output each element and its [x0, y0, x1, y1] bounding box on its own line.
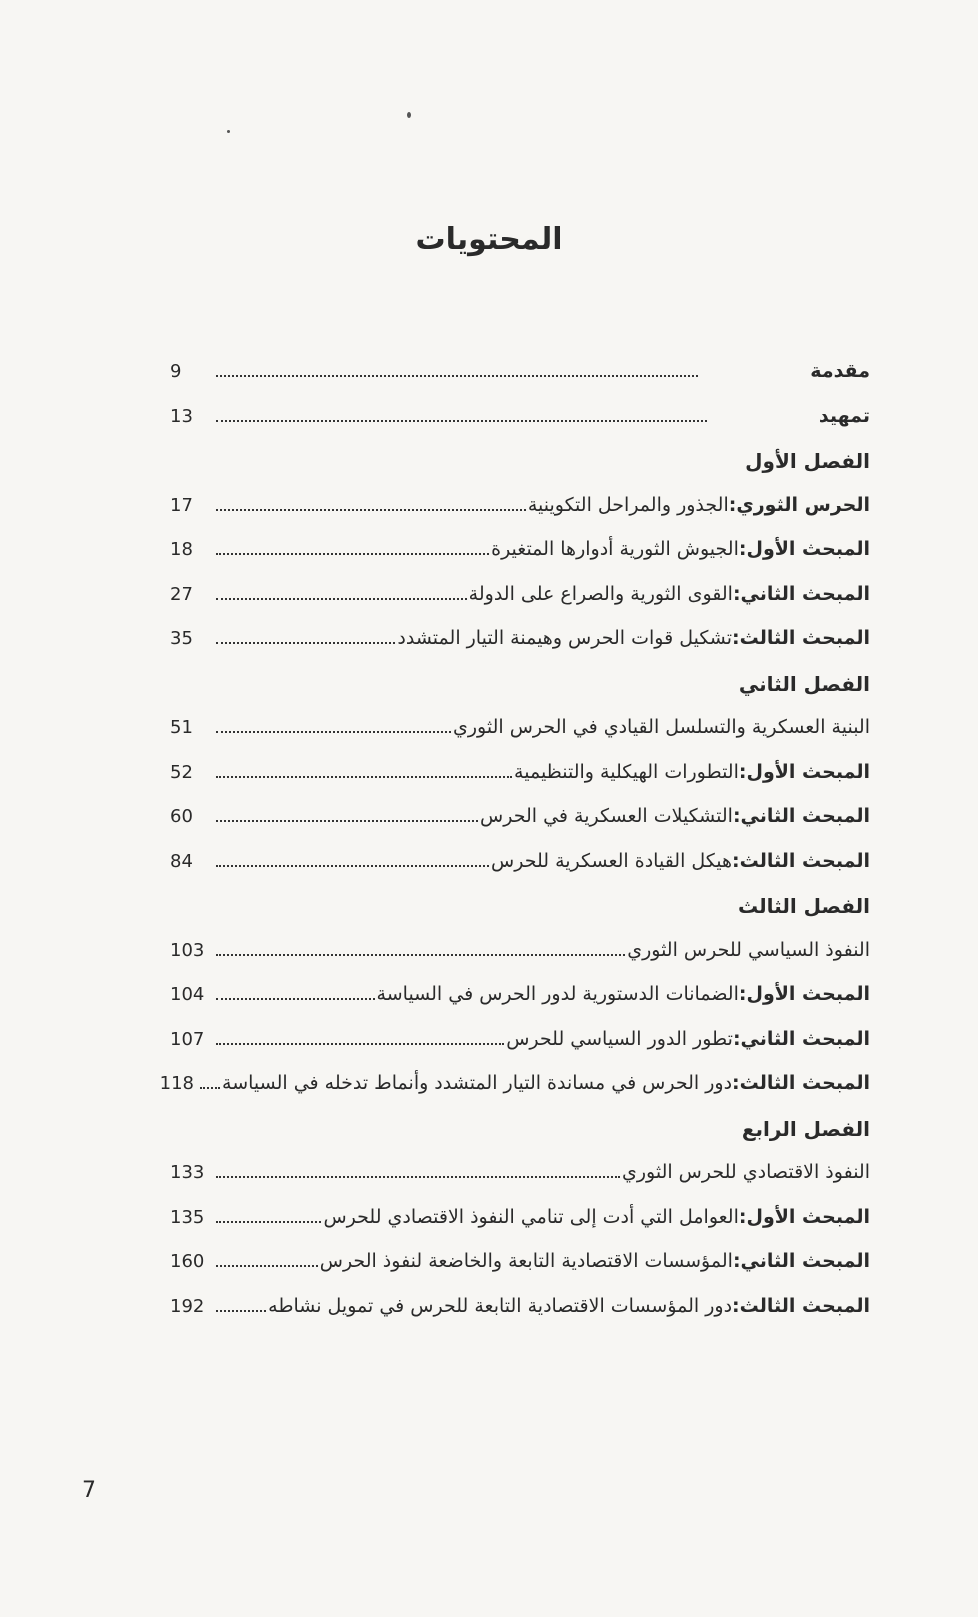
toc-entry-title: التشكيلات العسكرية في الحرس	[480, 805, 733, 827]
toc-entry-label: المبحث الأول:	[738, 983, 870, 1005]
chapter-heading	[170, 894, 870, 939]
chapter-heading-label: الفصل الثالث	[737, 894, 870, 918]
toc-entry	[170, 805, 870, 850]
toc-entry	[170, 1250, 870, 1295]
dot-leader	[216, 1221, 321, 1223]
toc-entry-label: الحرس الثوري:	[728, 493, 870, 516]
toc-entry-page: 192	[170, 1295, 205, 1317]
toc-entry-title: العوامل التي أدت إلى تنامي النفوذ الاقتصادي للحرس	[323, 1205, 739, 1228]
toc-entry-label: المبحث الثالث:	[732, 627, 870, 649]
toc-entry-title: تشكيل قوات الحرس وهيمنة التيار المتشدد	[397, 627, 733, 649]
toc-entry	[170, 761, 870, 806]
toc-entry-page: 27	[170, 583, 193, 605]
toc-entry	[159, 1072, 870, 1117]
toc-entry	[170, 1206, 870, 1251]
toc-entry-page: 52	[170, 761, 193, 783]
toc-entry-page: 51	[170, 717, 193, 738]
toc-entry-label: مقدمة	[810, 360, 870, 382]
ink-speck	[407, 112, 411, 118]
dot-leader	[216, 1176, 620, 1178]
dot-leader	[216, 1310, 266, 1312]
chapter-heading-label: الفصل الأول	[745, 449, 870, 473]
dot-leader	[216, 1265, 318, 1267]
toc-entry	[170, 939, 870, 984]
toc-entry	[170, 850, 870, 895]
toc-entry-page: 103	[170, 939, 205, 961]
toc-entry-page: 35	[170, 628, 193, 649]
dot-leader	[216, 420, 707, 422]
dot-leader	[216, 731, 451, 733]
chapter-heading	[170, 449, 870, 494]
toc-entry	[170, 1295, 870, 1340]
toc-entry-title: القوى الثورية والصراع على الدولة	[468, 582, 733, 605]
toc-entry-title: النفوذ الاقتصادي للحرس الثوري	[621, 1161, 870, 1183]
toc-entry-title: الضمانات الدستورية لدور الحرس في السياسة	[376, 983, 739, 1005]
dot-leader	[216, 998, 375, 1000]
toc-entry-page: 13	[170, 405, 193, 427]
toc-entry-label: المبحث الثالث:	[732, 849, 870, 872]
page-number: 7	[82, 1478, 96, 1503]
toc-entry-label: المبحث الثاني:	[732, 582, 870, 605]
dot-leader	[216, 509, 526, 511]
toc-entry-title: النفوذ السياسي للحرس الثوري	[627, 938, 870, 961]
dot-leader	[216, 820, 478, 822]
dot-leader	[216, 375, 698, 377]
toc-entry-label: تمهيد	[818, 404, 870, 427]
toc-entry	[170, 1028, 870, 1073]
toc-entry-label: المبحث الأول:	[738, 538, 870, 560]
toc-entry-title: دور الحرس في مساندة التيار المتشدد وأنماط تدخله في السياسة	[222, 1072, 733, 1094]
toc-entry-page: 60	[170, 806, 193, 827]
chapter-heading	[170, 672, 870, 717]
toc-entry	[170, 360, 870, 405]
toc-entry-page: 84	[170, 850, 193, 872]
toc-entry-title: التطورات الهيكلية والتنظيمية	[514, 760, 739, 783]
toc-entry-label: المبحث الثاني:	[732, 1027, 870, 1050]
chapter-heading-label: الفصل الثاني	[738, 671, 870, 696]
ink-speck	[227, 130, 230, 133]
toc-entry-page: 18	[170, 539, 193, 560]
chapter-heading-label: الفصل الرابع	[741, 1116, 870, 1141]
dot-leader	[216, 954, 625, 956]
toc-entry-page: 133	[170, 1162, 205, 1183]
toc-entry	[170, 405, 870, 450]
toc-entry-label: المبحث الثاني:	[732, 805, 870, 827]
toc-entry-title: البنية العسكرية والتسلسل القيادي في الحرس الثوري	[452, 716, 870, 738]
table-of-contents	[159, 360, 870, 1339]
dot-leader	[216, 642, 395, 644]
toc-entry-label: المبحث الأول:	[738, 760, 870, 783]
toc-entry-title: تطور الدور السياسي للحرس	[506, 1027, 733, 1050]
toc-entry	[170, 627, 870, 672]
page-title: المحتويات	[415, 222, 563, 257]
toc-entry	[170, 538, 870, 583]
toc-entry-title: الجذور والمراحل التكوينية	[527, 493, 729, 516]
toc-entry	[170, 983, 870, 1028]
toc-entry-label: المبحث الثالث:	[732, 1294, 870, 1317]
toc-entry-page: 135	[170, 1206, 205, 1228]
toc-entry-label: المبحث الثاني:	[732, 1250, 870, 1272]
dot-leader	[200, 1087, 220, 1089]
toc-entry-title: المؤسسات الاقتصادية التابعة والخاضعة لنفوذ الحرس	[319, 1250, 733, 1272]
toc-entry-title: دور المؤسسات الاقتصادية التابعة للحرس في تمويل نشاطه	[268, 1294, 733, 1317]
toc-entry	[170, 583, 870, 628]
toc-entry-label: المبحث الأول:	[738, 1205, 870, 1228]
toc-entry-page: 17	[170, 494, 193, 516]
dot-leader	[216, 865, 489, 867]
toc-entry-title: هيكل القيادة العسكرية للحرس	[491, 849, 733, 872]
toc-entry-label: المبحث الثالث:	[732, 1072, 870, 1094]
toc-entry	[170, 1161, 870, 1206]
dot-leader	[216, 553, 489, 555]
toc-entry-page: 107	[170, 1028, 205, 1050]
toc-entry-page: 9	[170, 361, 182, 382]
toc-entry	[170, 716, 870, 761]
chapter-heading	[170, 1117, 870, 1162]
toc-entry-page: 160	[170, 1251, 205, 1272]
toc-entry-title: الجيوش الثورية أدوارها المتغيرة	[491, 538, 739, 560]
toc-entry-page: 104	[170, 984, 205, 1005]
dot-leader	[216, 1043, 504, 1045]
dot-leader	[216, 598, 467, 600]
toc-entry	[170, 494, 870, 539]
toc-entry-page: 118	[159, 1073, 195, 1094]
dot-leader	[216, 776, 512, 778]
